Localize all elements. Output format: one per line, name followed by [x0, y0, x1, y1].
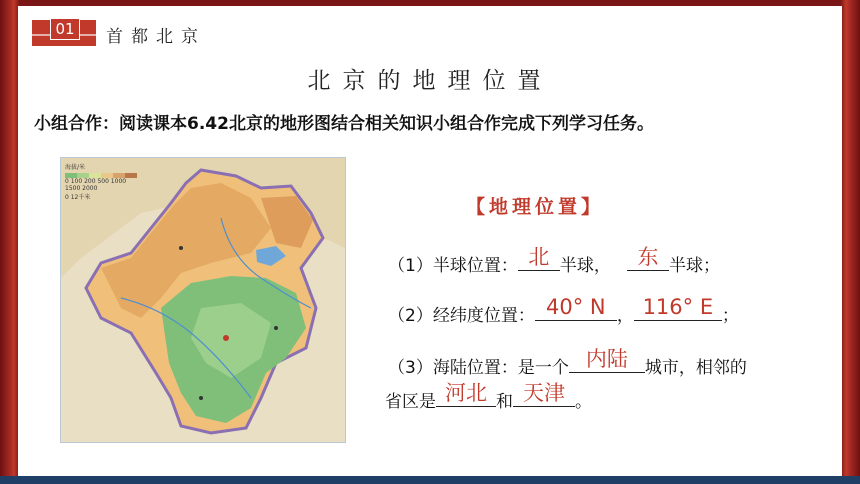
map-scale: 0 12千米 [65, 194, 91, 201]
q2-prefix: （2）经纬度位置： [388, 306, 535, 326]
q1-prefix: （1）半球位置： [388, 256, 518, 276]
section-tag [32, 20, 96, 46]
question-land-sea-line2 [385, 381, 592, 412]
q1-blank-1[interactable] [518, 245, 560, 271]
q2-blank-1[interactable] [535, 295, 617, 321]
q2-suffix: ； [721, 306, 739, 326]
q1-answer-1: 北 [528, 245, 550, 269]
q3-answer-3: 天津 [523, 381, 565, 405]
q3-line2-prefix: 省区是 [385, 392, 436, 412]
q1-answer-2: 东 [637, 245, 659, 269]
section-number: 01 [50, 18, 80, 40]
q2-answer-1: 40° N [546, 295, 606, 319]
bottom-band [0, 476, 860, 484]
map-legend [65, 162, 137, 201]
q2-blank-2[interactable] [634, 295, 722, 321]
q3-prefix: （3）海陆位置：是一个 [388, 358, 569, 378]
q1-blank-2[interactable] [627, 245, 669, 271]
q3-blank-1[interactable] [569, 347, 645, 373]
legend-title: 海拔/米 [65, 164, 86, 171]
q3-suffix-1: 城市，相邻的 [644, 358, 747, 378]
question-land-sea-line1 [388, 347, 747, 378]
section-heading: 【地理位置】 [466, 196, 605, 218]
q2-answer-2: 116° E [642, 295, 714, 319]
question-coordinates [388, 295, 739, 326]
q3-suffix-2: 。 [575, 392, 592, 412]
page-title: 北京的地理位置 [307, 68, 553, 94]
q3-answer-2: 河北 [445, 381, 487, 405]
q1-suffix: 半球； [669, 256, 721, 276]
q1-mid: 半球， [559, 256, 611, 276]
slide-content [18, 6, 842, 476]
legend-ticks: 0 100 200 500 1000 1500 2000 [65, 178, 127, 192]
instruction-text: 小组合作：阅读课本6.42北京的地形图结合相关知识小组合作完成下列学习任务。 [34, 114, 654, 134]
q3-mid: 和 [496, 392, 513, 412]
q2-mid: ， [616, 306, 634, 326]
q3-blank-2[interactable] [436, 381, 496, 407]
q3-answer-1: 内陆 [585, 347, 628, 371]
section-title: 首都北京 [106, 27, 206, 47]
q3-blank-3[interactable] [513, 381, 575, 407]
question-hemisphere [388, 245, 721, 276]
beijing-terrain-map [60, 157, 346, 443]
